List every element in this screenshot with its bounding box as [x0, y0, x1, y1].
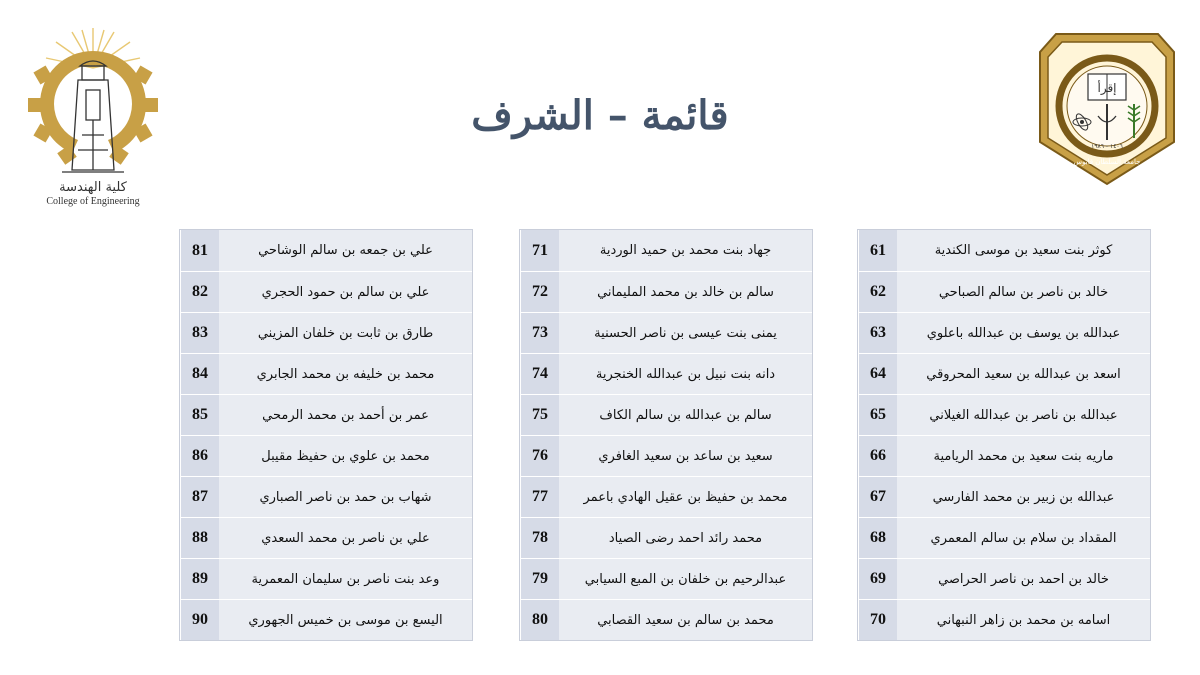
table-row: [180, 271, 472, 312]
honor-list-table-81-90: [180, 230, 472, 640]
student-name: محمد بن حفيظ بن عقيل الهادي باعمر: [559, 477, 812, 517]
student-name: علي بن ناصر بن محمد السعدي: [219, 518, 472, 558]
table-row: [858, 599, 1150, 640]
row-number: 64: [858, 354, 897, 394]
table-row: [180, 476, 472, 517]
university-emblem-logo: [1036, 30, 1178, 188]
row-number: 62: [858, 272, 897, 312]
row-number: 66: [858, 436, 897, 476]
row-number: 84: [180, 354, 219, 394]
table-row: [520, 476, 812, 517]
row-number: 80: [520, 600, 559, 640]
student-name: ماريه بنت سعيد بن محمد الريامية: [897, 436, 1150, 476]
student-name: جهاد بنت محمد بن حميد الوردية: [559, 230, 812, 271]
row-number: 75: [520, 395, 559, 435]
row-number: 86: [180, 436, 219, 476]
table-row: [520, 230, 812, 271]
row-number: 70: [858, 600, 897, 640]
row-number: 72: [520, 272, 559, 312]
student-name: محمد بن علوي بن حفيظ مقيبل: [219, 436, 472, 476]
table-row: [858, 353, 1150, 394]
row-number: 61: [858, 230, 897, 271]
student-name: سالم بن خالد بن محمد المليماني: [559, 272, 812, 312]
table-row: [520, 599, 812, 640]
table-row: [180, 435, 472, 476]
row-number: 73: [520, 313, 559, 353]
row-number: 68: [858, 518, 897, 558]
table-row: [180, 599, 472, 640]
student-name: المقداد بن سلام بن سالم المعمري: [897, 518, 1150, 558]
row-number: 83: [180, 313, 219, 353]
table-row: [520, 353, 812, 394]
student-name: كوثر بنت سعيد بن موسى الكندية: [897, 230, 1150, 271]
table-row: [520, 394, 812, 435]
student-name: طارق بن ثابت بن خلفان المزيني: [219, 313, 472, 353]
row-number: 87: [180, 477, 219, 517]
row-number: 78: [520, 518, 559, 558]
emblem-seal-text: جامعة السلطان قابوس: [1073, 158, 1141, 166]
engineering-gear-icon: [22, 20, 164, 180]
student-name: عبدالله بن زبير بن محمد الفارسي: [897, 477, 1150, 517]
student-name: عبدالله بن يوسف بن عبدالله باعلوي: [897, 313, 1150, 353]
student-name: محمد بن خليفه بن محمد الجابري: [219, 354, 472, 394]
table-row: [520, 558, 812, 599]
table-row: [858, 476, 1150, 517]
college-name-arabic: كلية الهندسة: [59, 180, 127, 195]
row-number: 69: [858, 559, 897, 599]
student-name: خالد بن ناصر بن سالم الصباحي: [897, 272, 1150, 312]
row-number: 67: [858, 477, 897, 517]
table-row: [520, 271, 812, 312]
table-row: [858, 394, 1150, 435]
table-row: [520, 312, 812, 353]
table-row: [858, 517, 1150, 558]
student-name: سالم بن عبدالله بن سالم الكاف: [559, 395, 812, 435]
table-row: [520, 517, 812, 558]
row-number: 63: [858, 313, 897, 353]
row-number: 76: [520, 436, 559, 476]
table-row: [180, 312, 472, 353]
row-number: 79: [520, 559, 559, 599]
honor-list-table-71-80: [520, 230, 812, 640]
student-name: علي بن سالم بن حمود الحجري: [219, 272, 472, 312]
student-name: اليسع بن موسى بن خميس الجهوري: [219, 600, 472, 640]
table-row: [180, 558, 472, 599]
student-name: علي بن جمعه بن سالم الوشاحي: [219, 230, 472, 271]
student-name: محمد بن سالم بن سعيد القصابي: [559, 600, 812, 640]
emblem-seal-word: إقرأ: [1097, 81, 1117, 95]
university-shield-icon: [1036, 30, 1178, 188]
table-row: [180, 517, 472, 558]
student-name: عبدالله بن ناصر بن عبدالله الغيلاني: [897, 395, 1150, 435]
table-row: [180, 394, 472, 435]
row-number: 90: [180, 600, 219, 640]
table-row: [180, 230, 472, 271]
student-name: عمر بن أحمد بن محمد الرمحي: [219, 395, 472, 435]
row-number: 82: [180, 272, 219, 312]
table-row: [180, 353, 472, 394]
student-name: شهاب بن حمد بن ناصر الصباري: [219, 477, 472, 517]
emblem-year: ١٤٠٦ - ١٩٨٦: [1091, 143, 1123, 150]
college-name-english: College of Engineering: [46, 196, 140, 207]
college-of-engineering-logo: [22, 20, 164, 210]
row-number: 65: [858, 395, 897, 435]
table-row: [858, 435, 1150, 476]
table-row: [858, 558, 1150, 599]
row-number: 88: [180, 518, 219, 558]
student-name: عبدالرحيم بن خلفان بن المبع السيابي: [559, 559, 812, 599]
row-number: 77: [520, 477, 559, 517]
student-name: محمد رائد احمد رضى الصياد: [559, 518, 812, 558]
row-number: 85: [180, 395, 219, 435]
table-row: [520, 435, 812, 476]
row-number: 71: [520, 230, 559, 271]
table-row: [858, 271, 1150, 312]
student-name: اسعد بن عبدالله بن سعيد المحروقي: [897, 354, 1150, 394]
page-title: قائمة – الشرف: [471, 92, 729, 139]
student-name: اسامه بن محمد بن زاهر النبهاني: [897, 600, 1150, 640]
student-name: خالد بن احمد بن ناصر الحراصي: [897, 559, 1150, 599]
student-name: وعد بنت ناصر بن سليمان المعمرية: [219, 559, 472, 599]
student-name: دانه بنت نبيل بن عبدالله الخنجرية: [559, 354, 812, 394]
honor-list-table-61-70: [858, 230, 1150, 640]
student-name: يمنى بنت عيسى بن ناصر الحسنية: [559, 313, 812, 353]
row-number: 74: [520, 354, 559, 394]
row-number: 81: [180, 230, 219, 271]
table-row: [858, 312, 1150, 353]
row-number: 89: [180, 559, 219, 599]
table-row: [858, 230, 1150, 271]
student-name: سعيد بن ساعد بن سعيد الغافري: [559, 436, 812, 476]
